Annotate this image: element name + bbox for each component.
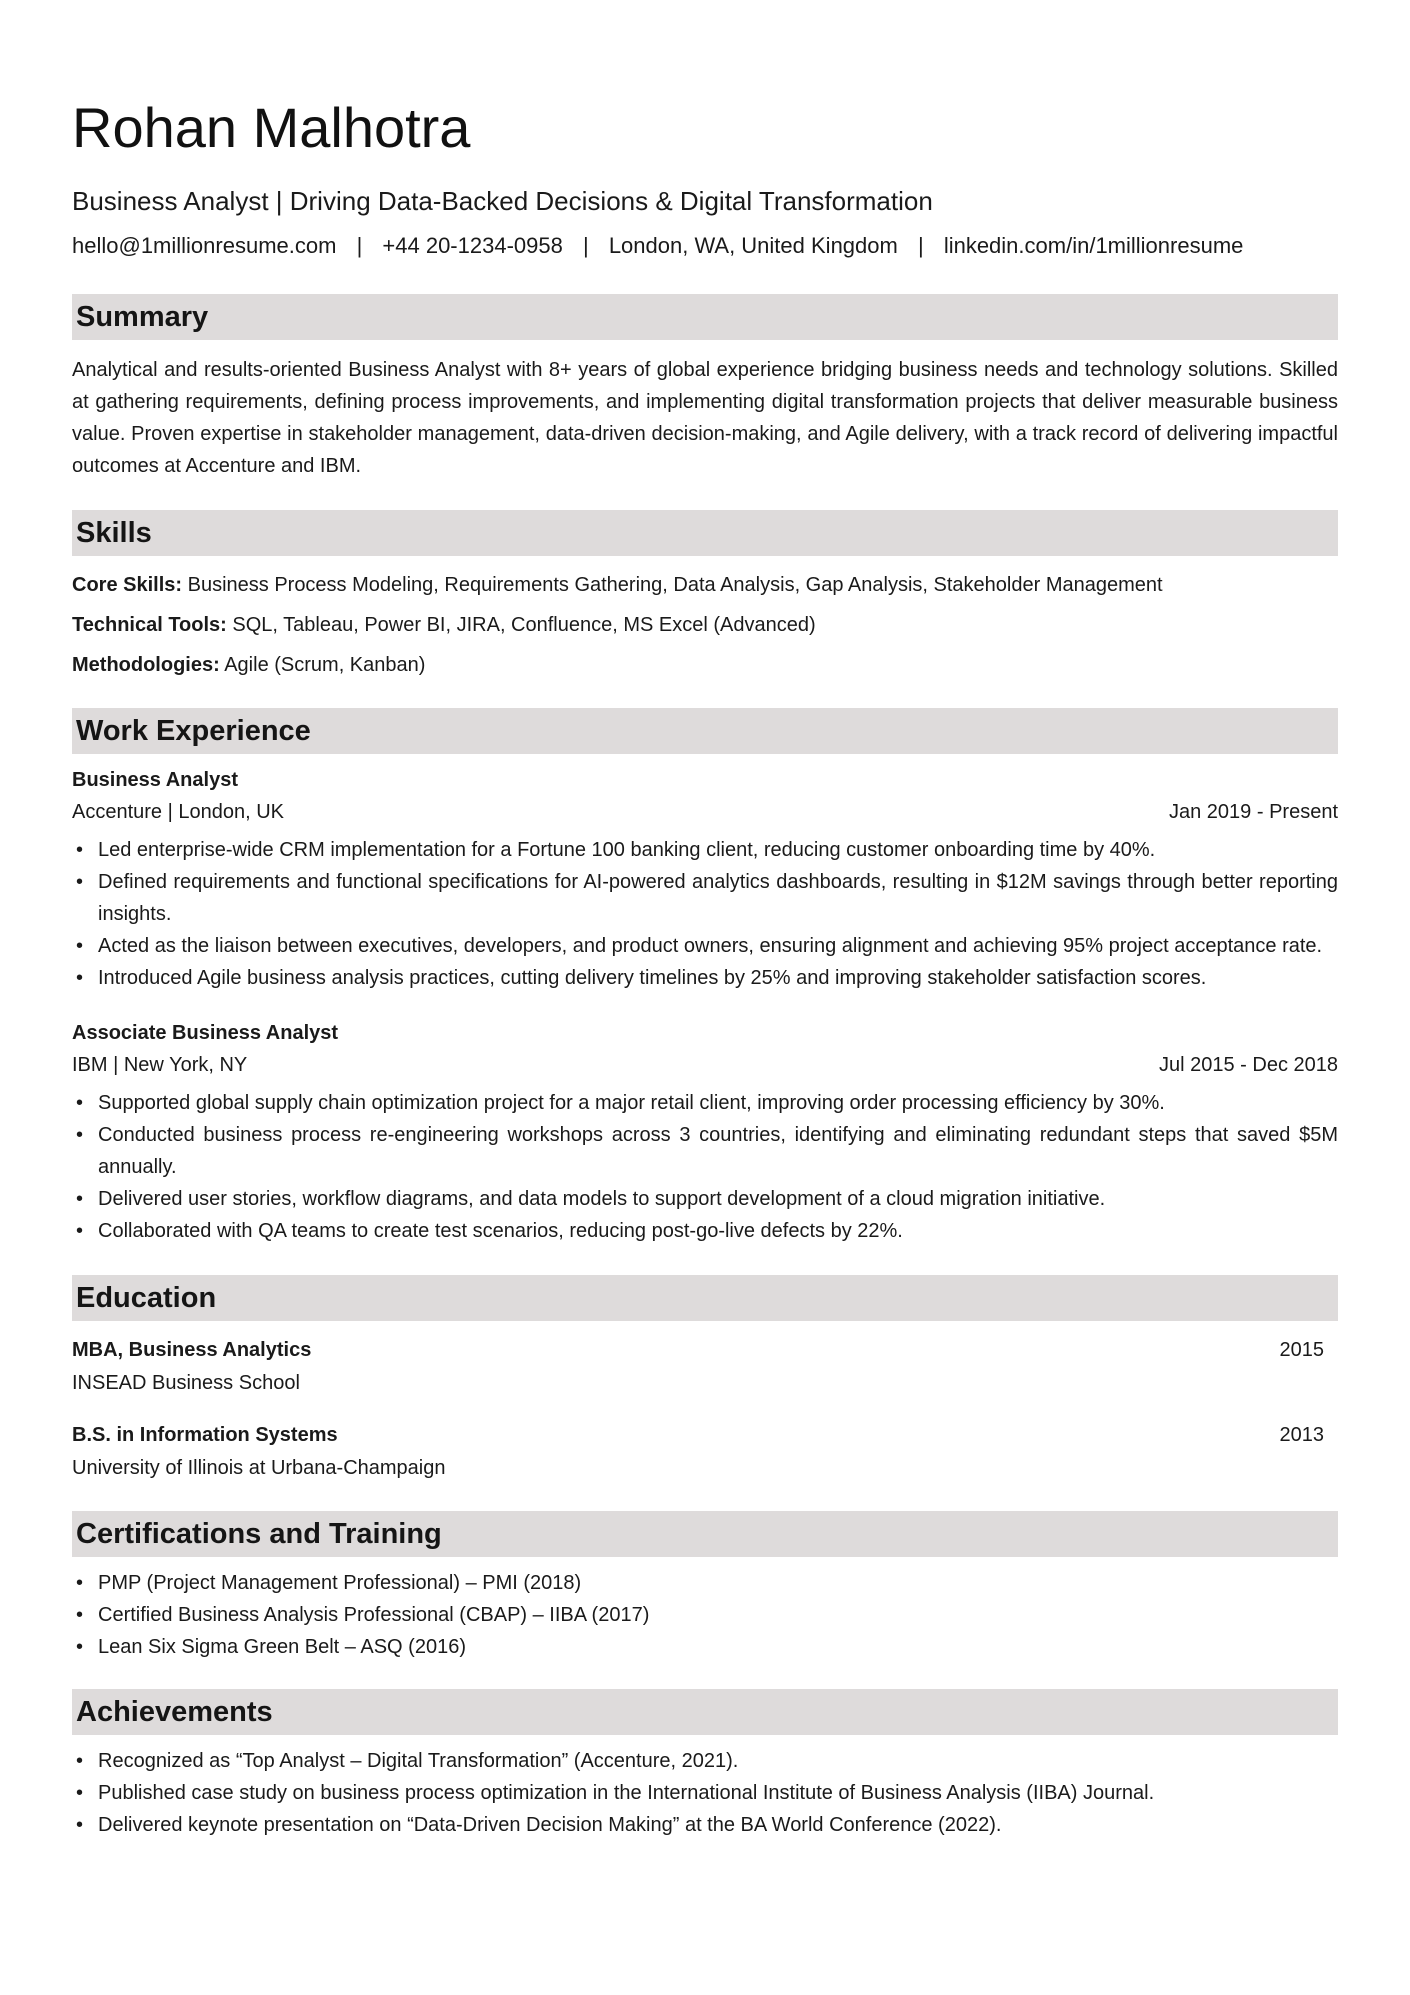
- resume-header: [72, 96, 1338, 260]
- contact-separator: |: [917, 233, 924, 258]
- education-year: 2015: [1279, 1339, 1324, 1361]
- certifications-section: [72, 1511, 1338, 1663]
- list-item: • Led enterprise-wide CRM implementation for a Fortune 100 banking client, reducing customer onboarding time by 40%.: [72, 834, 1338, 866]
- section-header: [72, 510, 1338, 556]
- job-dates: Jul 2015 - Dec 2018: [1158, 1054, 1338, 1076]
- education-row: [72, 1338, 1338, 1363]
- job-company: Accenture | London, UK: [72, 801, 284, 823]
- skill-label: Core Skills:: [72, 574, 183, 596]
- list-item: • Collaborated with QA teams to create test scenarios, reducing post-go-live defects by 22%.: [72, 1215, 1338, 1247]
- list-item: • Recognized as “Top Analyst – Digital Transformation” (Accenture, 2021).: [72, 1745, 1338, 1777]
- job-title: Business Analyst: [72, 769, 238, 791]
- job-dates: Jan 2019 - Present: [1169, 801, 1338, 823]
- section-title-education: Education: [76, 1281, 217, 1314]
- section-title-experience: Work Experience: [76, 714, 311, 747]
- contact-phone: +44 20-1234-0958: [382, 233, 563, 258]
- job-entry: [72, 1021, 1338, 1247]
- contact-separator: |: [356, 233, 363, 258]
- job-title: Associate Business Analyst: [72, 1022, 339, 1044]
- education-degree: MBA, Business Analytics: [72, 1339, 312, 1361]
- education-entry: [72, 1338, 1338, 1396]
- contact-separator: |: [582, 233, 589, 258]
- section-header: [72, 1275, 1338, 1321]
- list-item: • Supported global supply chain optimization project for a major retail client, improving order processing efficiency by 30%.: [72, 1087, 1338, 1119]
- education-school: University of Illinois at Urbana-Champaign: [72, 1457, 446, 1479]
- certifications-list: [72, 1567, 1338, 1663]
- skill-line: [72, 573, 1338, 598]
- summary-text: Analytical and results-oriented Business Analyst with 8+ years of global experience bridging business needs and technology solutions. Skilled at gathering requirements, defining process improvements, and implementing digital transformation projects that deliver measurable business value. Proven expertise in stakeholder management, data-driven decision-making, and Agile delivery, with a track record of delivering impactful outcomes at Accenture and IBM.: [72, 359, 1338, 477]
- education-row: [72, 1423, 1338, 1448]
- section-title-certifications: Certifications and Training: [76, 1517, 442, 1550]
- job-bullets: [72, 1087, 1338, 1247]
- summary-section: [72, 294, 1338, 482]
- education-section: [72, 1275, 1338, 1481]
- education-year: 2013: [1279, 1424, 1324, 1446]
- skill-line: [72, 653, 1338, 678]
- education-school: INSEAD Business School: [72, 1372, 300, 1394]
- list-item: • Defined requirements and functional specifications for AI-powered analytics dashboards, resulting in $12M savings through better reporting insights.: [72, 866, 1338, 930]
- contact-email[interactable]: hello@1millionresume.com: [72, 233, 337, 258]
- section-header: [72, 708, 1338, 754]
- job-entry: [72, 768, 1338, 994]
- job-meta: [72, 1053, 1338, 1078]
- list-item: • Conducted business process re-engineering workshops across 3 countries, identifying and eliminating redundant steps that saved $5M annually.: [72, 1119, 1338, 1183]
- section-title-achievements: Achievements: [76, 1695, 273, 1728]
- skill-value: Agile (Scrum, Kanban): [219, 654, 426, 676]
- list-item: • Delivered user stories, workflow diagrams, and data models to support development of a cloud migration initiative.: [72, 1183, 1338, 1215]
- section-header: [72, 1511, 1338, 1557]
- list-item: • Certified Business Analysis Professional (CBAP) – IIBA (2017): [72, 1599, 1338, 1631]
- list-item: • Acted as the liaison between executives, developers, and product owners, ensuring alignment and achieving 95% project acceptance rate.: [72, 930, 1338, 962]
- contact-location: London, WA, United Kingdom: [608, 233, 898, 258]
- skill-value: SQL, Tableau, Power BI, JIRA, Confluence, MS Excel (Advanced): [226, 614, 816, 636]
- section-header: [72, 294, 1338, 340]
- section-header: [72, 1689, 1338, 1735]
- skills-section: [72, 510, 1338, 678]
- education-degree: B.S. in Information Systems: [72, 1424, 338, 1446]
- job-bullets: [72, 834, 1338, 994]
- education-entry: [72, 1423, 1338, 1481]
- achievements-section: [72, 1689, 1338, 1841]
- skill-value: Business Process Modeling, Requirements Gathering, Data Analysis, Gap Analysis, Stakeholder Management: [182, 574, 1163, 596]
- skill-label: Methodologies:: [72, 654, 220, 676]
- job-meta: [72, 800, 1338, 825]
- section-title-skills: Skills: [76, 516, 152, 549]
- list-item: • Lean Six Sigma Green Belt – ASQ (2016): [72, 1631, 1338, 1663]
- skill-label: Technical Tools:: [72, 614, 227, 636]
- section-title-summary: Summary: [76, 300, 209, 333]
- candidate-tagline: Business Analyst | Driving Data-Backed Decisions & Digital Transformation: [72, 186, 933, 216]
- skill-line: [72, 613, 1338, 638]
- list-item: • PMP (Project Management Professional) – PMI (2018): [72, 1567, 1338, 1599]
- list-item: • Introduced Agile business analysis practices, cutting delivery timelines by 25% and improving stakeholder satisfaction scores.: [72, 962, 1338, 994]
- experience-section: [72, 708, 1338, 1247]
- contact-line: [72, 232, 1338, 260]
- job-company: IBM | New York, NY: [72, 1054, 248, 1076]
- candidate-name: Rohan Malhotra: [72, 96, 471, 159]
- achievements-list: [72, 1745, 1338, 1841]
- list-item: • Delivered keynote presentation on “Data-Driven Decision Making” at the BA World Conference (2022).: [72, 1809, 1338, 1841]
- contact-linkedin[interactable]: linkedin.com/in/1millionresume: [943, 233, 1244, 258]
- list-item: • Published case study on business process optimization in the International Institute of Business Analysis (IIBA) Journal.: [72, 1777, 1338, 1809]
